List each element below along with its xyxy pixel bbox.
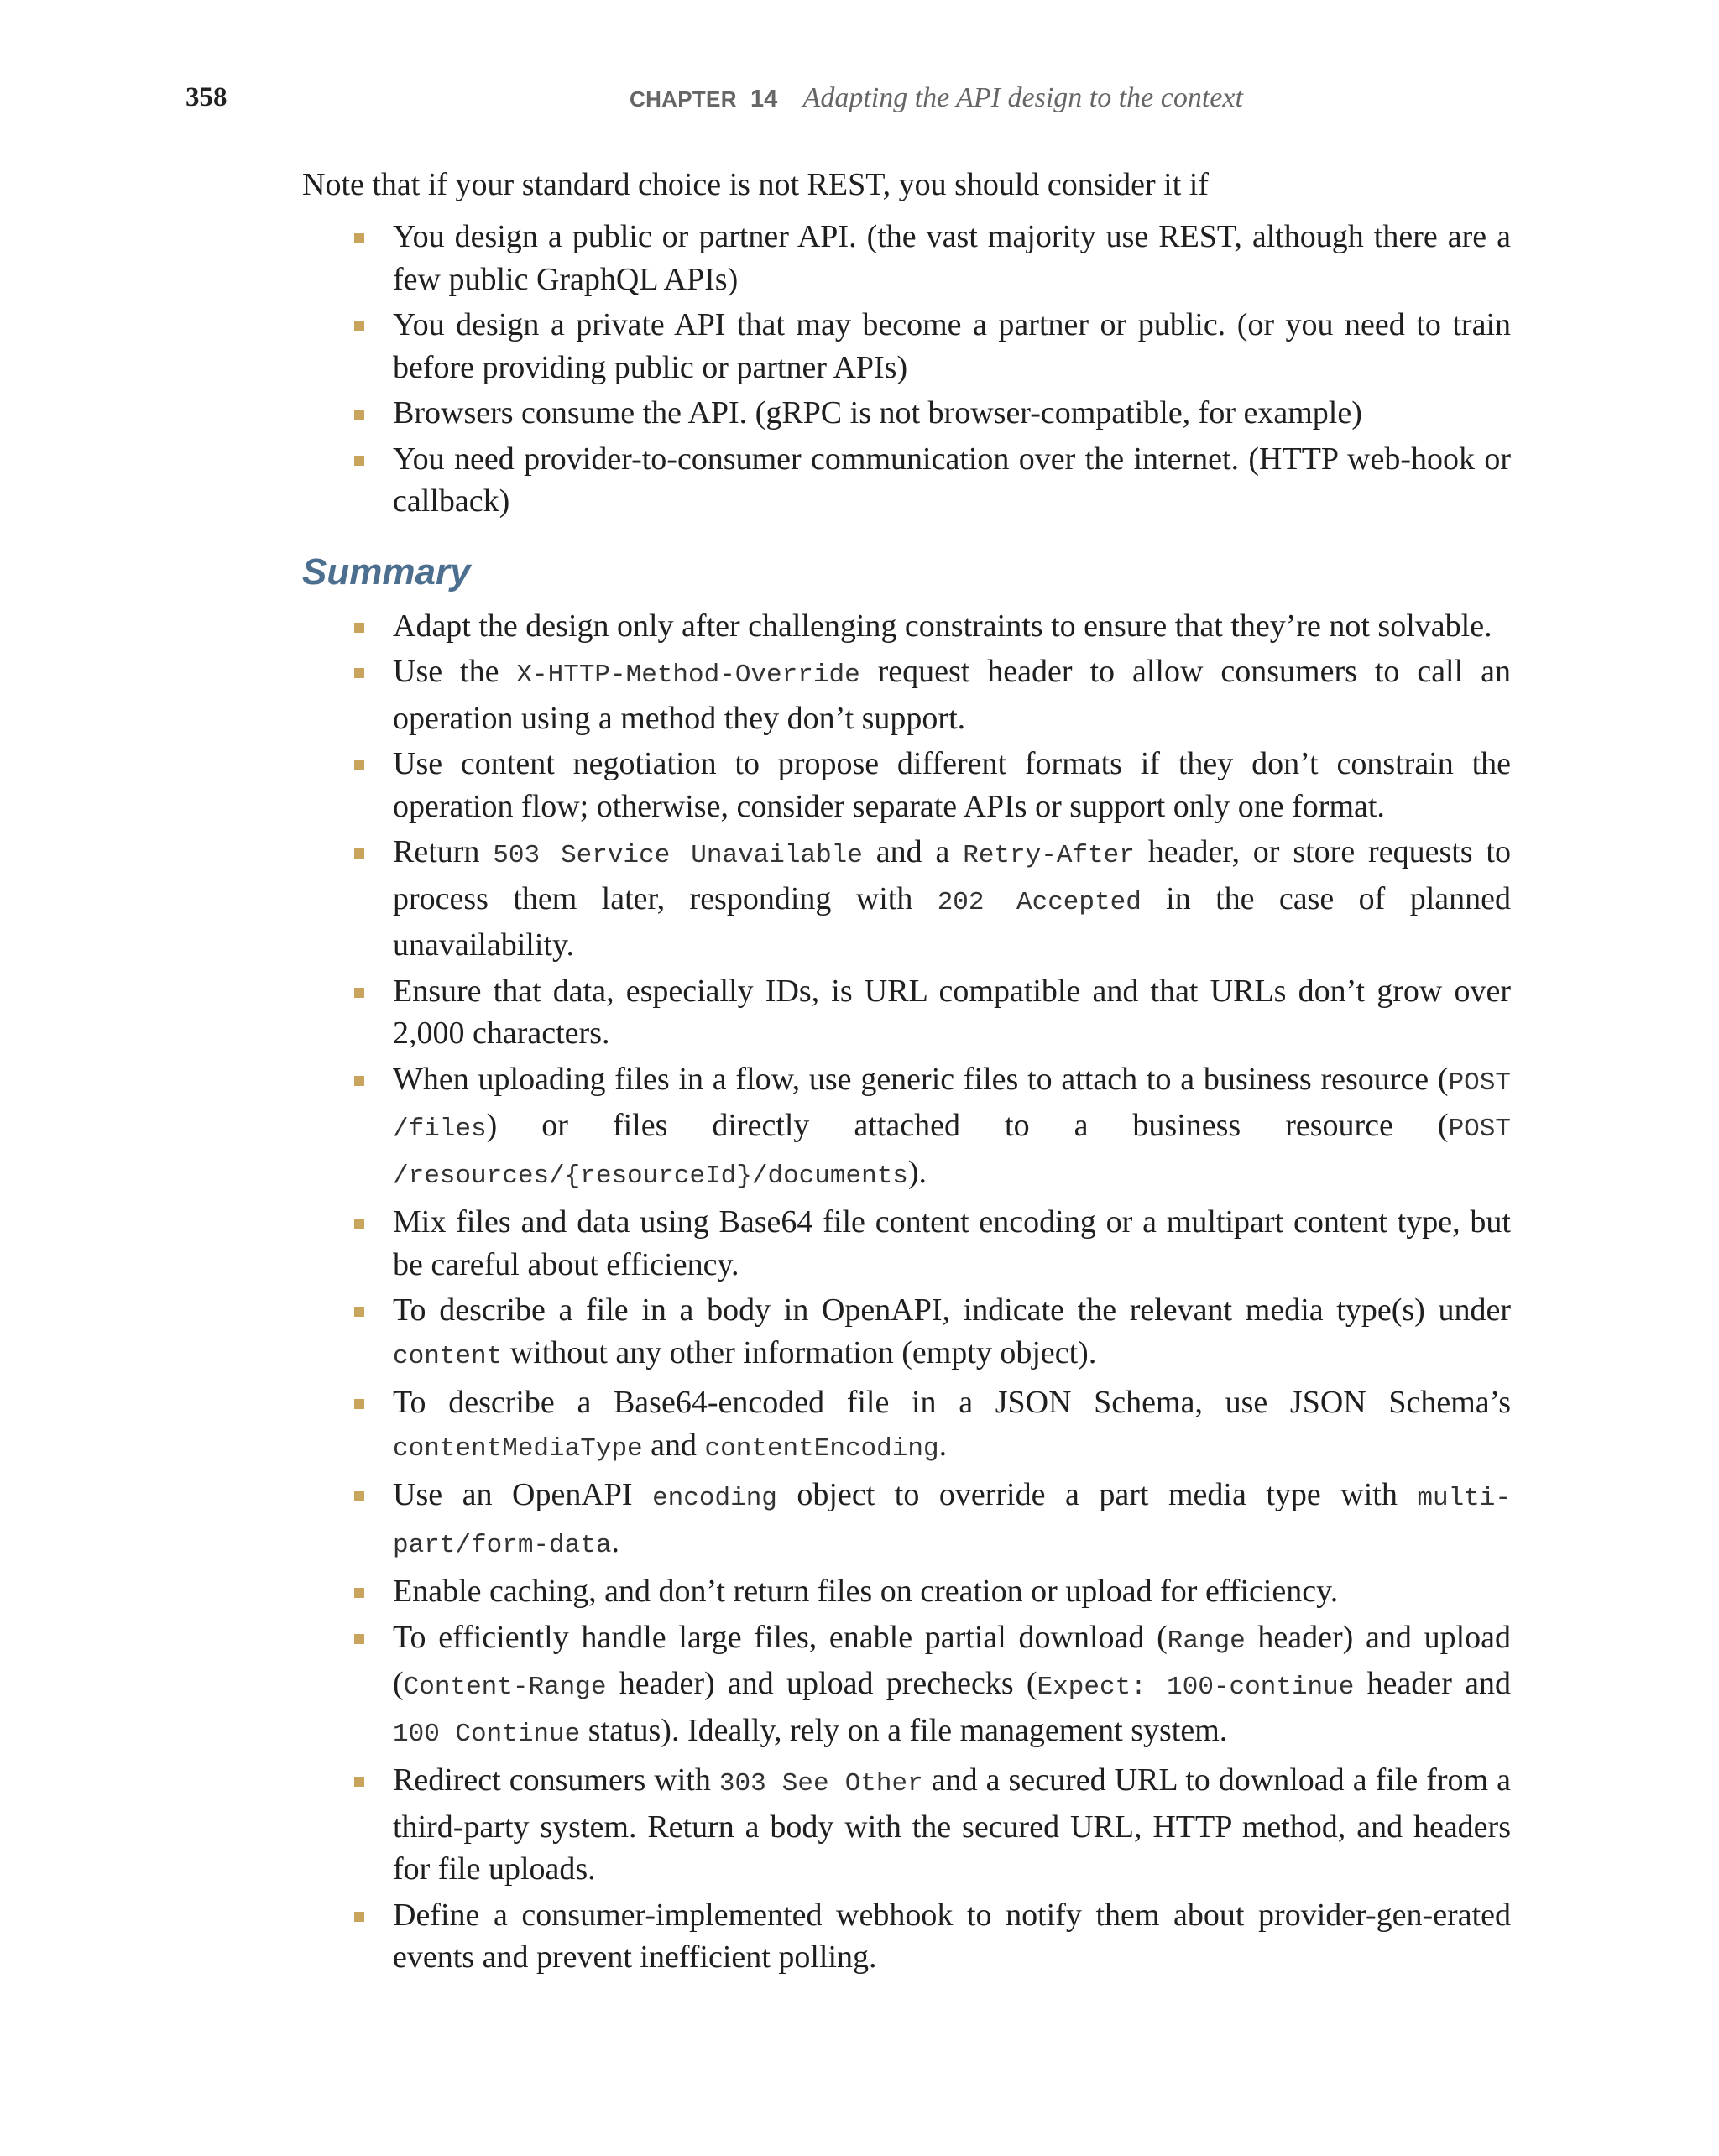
inline-code: X-HTTP-Method-Override <box>516 660 860 690</box>
rest-condition-item <box>302 392 1511 435</box>
bullet-icon <box>354 1588 364 1598</box>
item-text: To describe a Base64-encoded file in a JSON Schema, use JSON Schema’s <box>393 1385 1511 1420</box>
page-body <box>302 164 1511 1982</box>
summary-item <box>302 1570 1511 1613</box>
summary-item <box>302 1894 1511 1979</box>
inline-code: POST /files <box>393 1068 1511 1144</box>
chapter-label: CHAPTER <box>630 86 737 112</box>
bullet-icon <box>354 1076 364 1086</box>
inline-code: contentMediaType <box>393 1433 643 1464</box>
bullet-icon <box>354 1634 364 1644</box>
bullet-icon <box>354 321 364 331</box>
inline-code: contentEncoding <box>704 1433 939 1464</box>
item-text: ) or files directly attached to a business resource ( <box>486 1108 1449 1143</box>
item-text: and a secured URL to download a file from a third-party system. Return a body with the secured URL, HTTP method, and headers for file uploads. <box>393 1762 1511 1887</box>
inline-code: Content-Range <box>403 1673 607 1702</box>
bullet-icon <box>354 1219 364 1229</box>
item-text: Browsers consume the API. (gRPC is not browser-compatible, for example) <box>393 395 1362 431</box>
inline-code: encoding <box>652 1484 777 1513</box>
inline-code: Retry-After <box>963 841 1135 870</box>
item-text: . <box>611 1523 619 1559</box>
summary-item <box>302 1474 1511 1567</box>
item-text: header) and upload prechecks ( <box>606 1666 1037 1701</box>
summary-item <box>302 831 1511 967</box>
item-text: ). <box>907 1154 927 1190</box>
item-text: You design a private API that may become a partner or public. (or you need to train before providing public or partner APIs) <box>393 307 1511 385</box>
summary-item <box>302 1381 1511 1470</box>
summary-list <box>302 605 1511 1979</box>
chapter-title: Adapting the API design to the context <box>802 82 1243 113</box>
item-text: Redirect consumers with <box>393 1762 719 1798</box>
bullet-icon <box>354 623 364 633</box>
inline-code: 202 Accepted <box>937 887 1142 917</box>
summary-item <box>302 1058 1511 1198</box>
item-text: . <box>938 1427 948 1463</box>
bullet-icon <box>354 1912 364 1922</box>
item-text: Ensure that data, especially IDs, is URL compatible and that URLs don’t grow over 2,000 characters. <box>393 973 1511 1051</box>
item-text: Use content negotiation to propose different formats if they don’t constrain the operation flow; otherwise, consider separate APIs or support only one format. <box>393 746 1511 824</box>
item-text: Adapt the design only after challenging constraints to ensure that they’re not solvable. <box>393 608 1492 644</box>
bullet-icon <box>354 760 364 770</box>
summary-item <box>302 1759 1511 1891</box>
item-text: without any other information (empty object). <box>502 1334 1097 1370</box>
bullet-icon <box>354 233 364 243</box>
summary-heading: Summary <box>302 551 471 593</box>
bullet-icon <box>354 1491 364 1501</box>
running-head <box>630 82 1243 114</box>
item-text: To efficiently handle large files, enable partial download ( <box>393 1619 1168 1655</box>
item-text: To describe a file in a body in OpenAPI, indicate the relevant media type(s) under <box>393 1292 1511 1328</box>
inline-code: POST /resources/{resourceId}/documents <box>393 1115 1511 1191</box>
bullet-icon <box>354 848 364 859</box>
item-text: status). Ideally, rely on a file management system. <box>580 1712 1228 1748</box>
item-text: You need provider-to-consumer communication over the internet. (HTTP web-hook or callback) <box>393 441 1511 519</box>
item-text: and <box>642 1427 705 1463</box>
item-text: Mix files and data using Base64 file content encoding or a multipart content type, but be careful about efficiency. <box>393 1204 1511 1282</box>
item-text: in the case of planned unavailability. <box>393 880 1511 963</box>
rest-condition-item <box>302 438 1511 523</box>
summary-item <box>302 970 1511 1055</box>
item-text: Use the <box>393 654 517 689</box>
summary-item <box>302 743 1511 827</box>
item-text: Enable caching, and don’t return files on creation or upload for efficiency. <box>393 1574 1339 1609</box>
bullet-icon <box>354 1307 364 1317</box>
chapter-number: 14 <box>750 86 778 112</box>
item-text: and a <box>862 834 964 869</box>
item-text: When uploading files in a flow, use generic files to attach to a business resource ( <box>393 1061 1449 1097</box>
item-text: Return <box>393 834 494 869</box>
summary-item <box>302 605 1511 648</box>
inline-code: content <box>393 1341 503 1371</box>
item-text: header) and upload ( <box>393 1619 1511 1701</box>
page-header <box>0 82 1719 124</box>
inline-code: Range <box>1167 1626 1246 1656</box>
item-text: You design a public or partner API. (the vast majority use REST, although there are a few public GraphQL APIs) <box>393 219 1511 297</box>
inline-code: multi-part/form-data <box>393 1484 1511 1560</box>
inline-code: 100 Continue <box>393 1719 581 1749</box>
summary-item <box>302 650 1511 739</box>
bullet-icon <box>354 668 364 678</box>
item-text: Use an OpenAPI <box>393 1477 653 1512</box>
rest-condition-item <box>302 304 1511 389</box>
bullet-icon <box>354 410 364 420</box>
bullet-icon <box>354 1399 364 1409</box>
inline-code: Expect: 100-continue <box>1037 1673 1355 1702</box>
inline-code: 303 See Other <box>718 1769 923 1798</box>
page-number: 358 <box>185 82 227 112</box>
rest-condition-item <box>302 216 1511 300</box>
rest-conditions-list <box>302 216 1511 523</box>
item-text: request header to allow consumers to call an operation using a method they don’t support. <box>393 654 1511 736</box>
summary-item <box>302 1616 1511 1757</box>
bullet-icon <box>354 988 364 998</box>
summary-item <box>302 1201 1511 1286</box>
intro-paragraph: Note that if your standard choice is not REST, you should consider it if <box>302 167 1209 202</box>
inline-code: 503 Service Unavailable <box>493 841 863 870</box>
item-text: header, or store requests to process them later, responding with <box>393 834 1511 916</box>
item-text: header and <box>1354 1666 1512 1701</box>
bullet-icon <box>354 456 364 466</box>
summary-item <box>302 1289 1511 1378</box>
item-text: Define a consumer-implemented webhook to notify them about provider-gen-erated events and prevent inefficient polling. <box>393 1897 1511 1975</box>
item-text: object to override a part media type with <box>776 1477 1418 1512</box>
bullet-icon <box>354 1777 364 1787</box>
